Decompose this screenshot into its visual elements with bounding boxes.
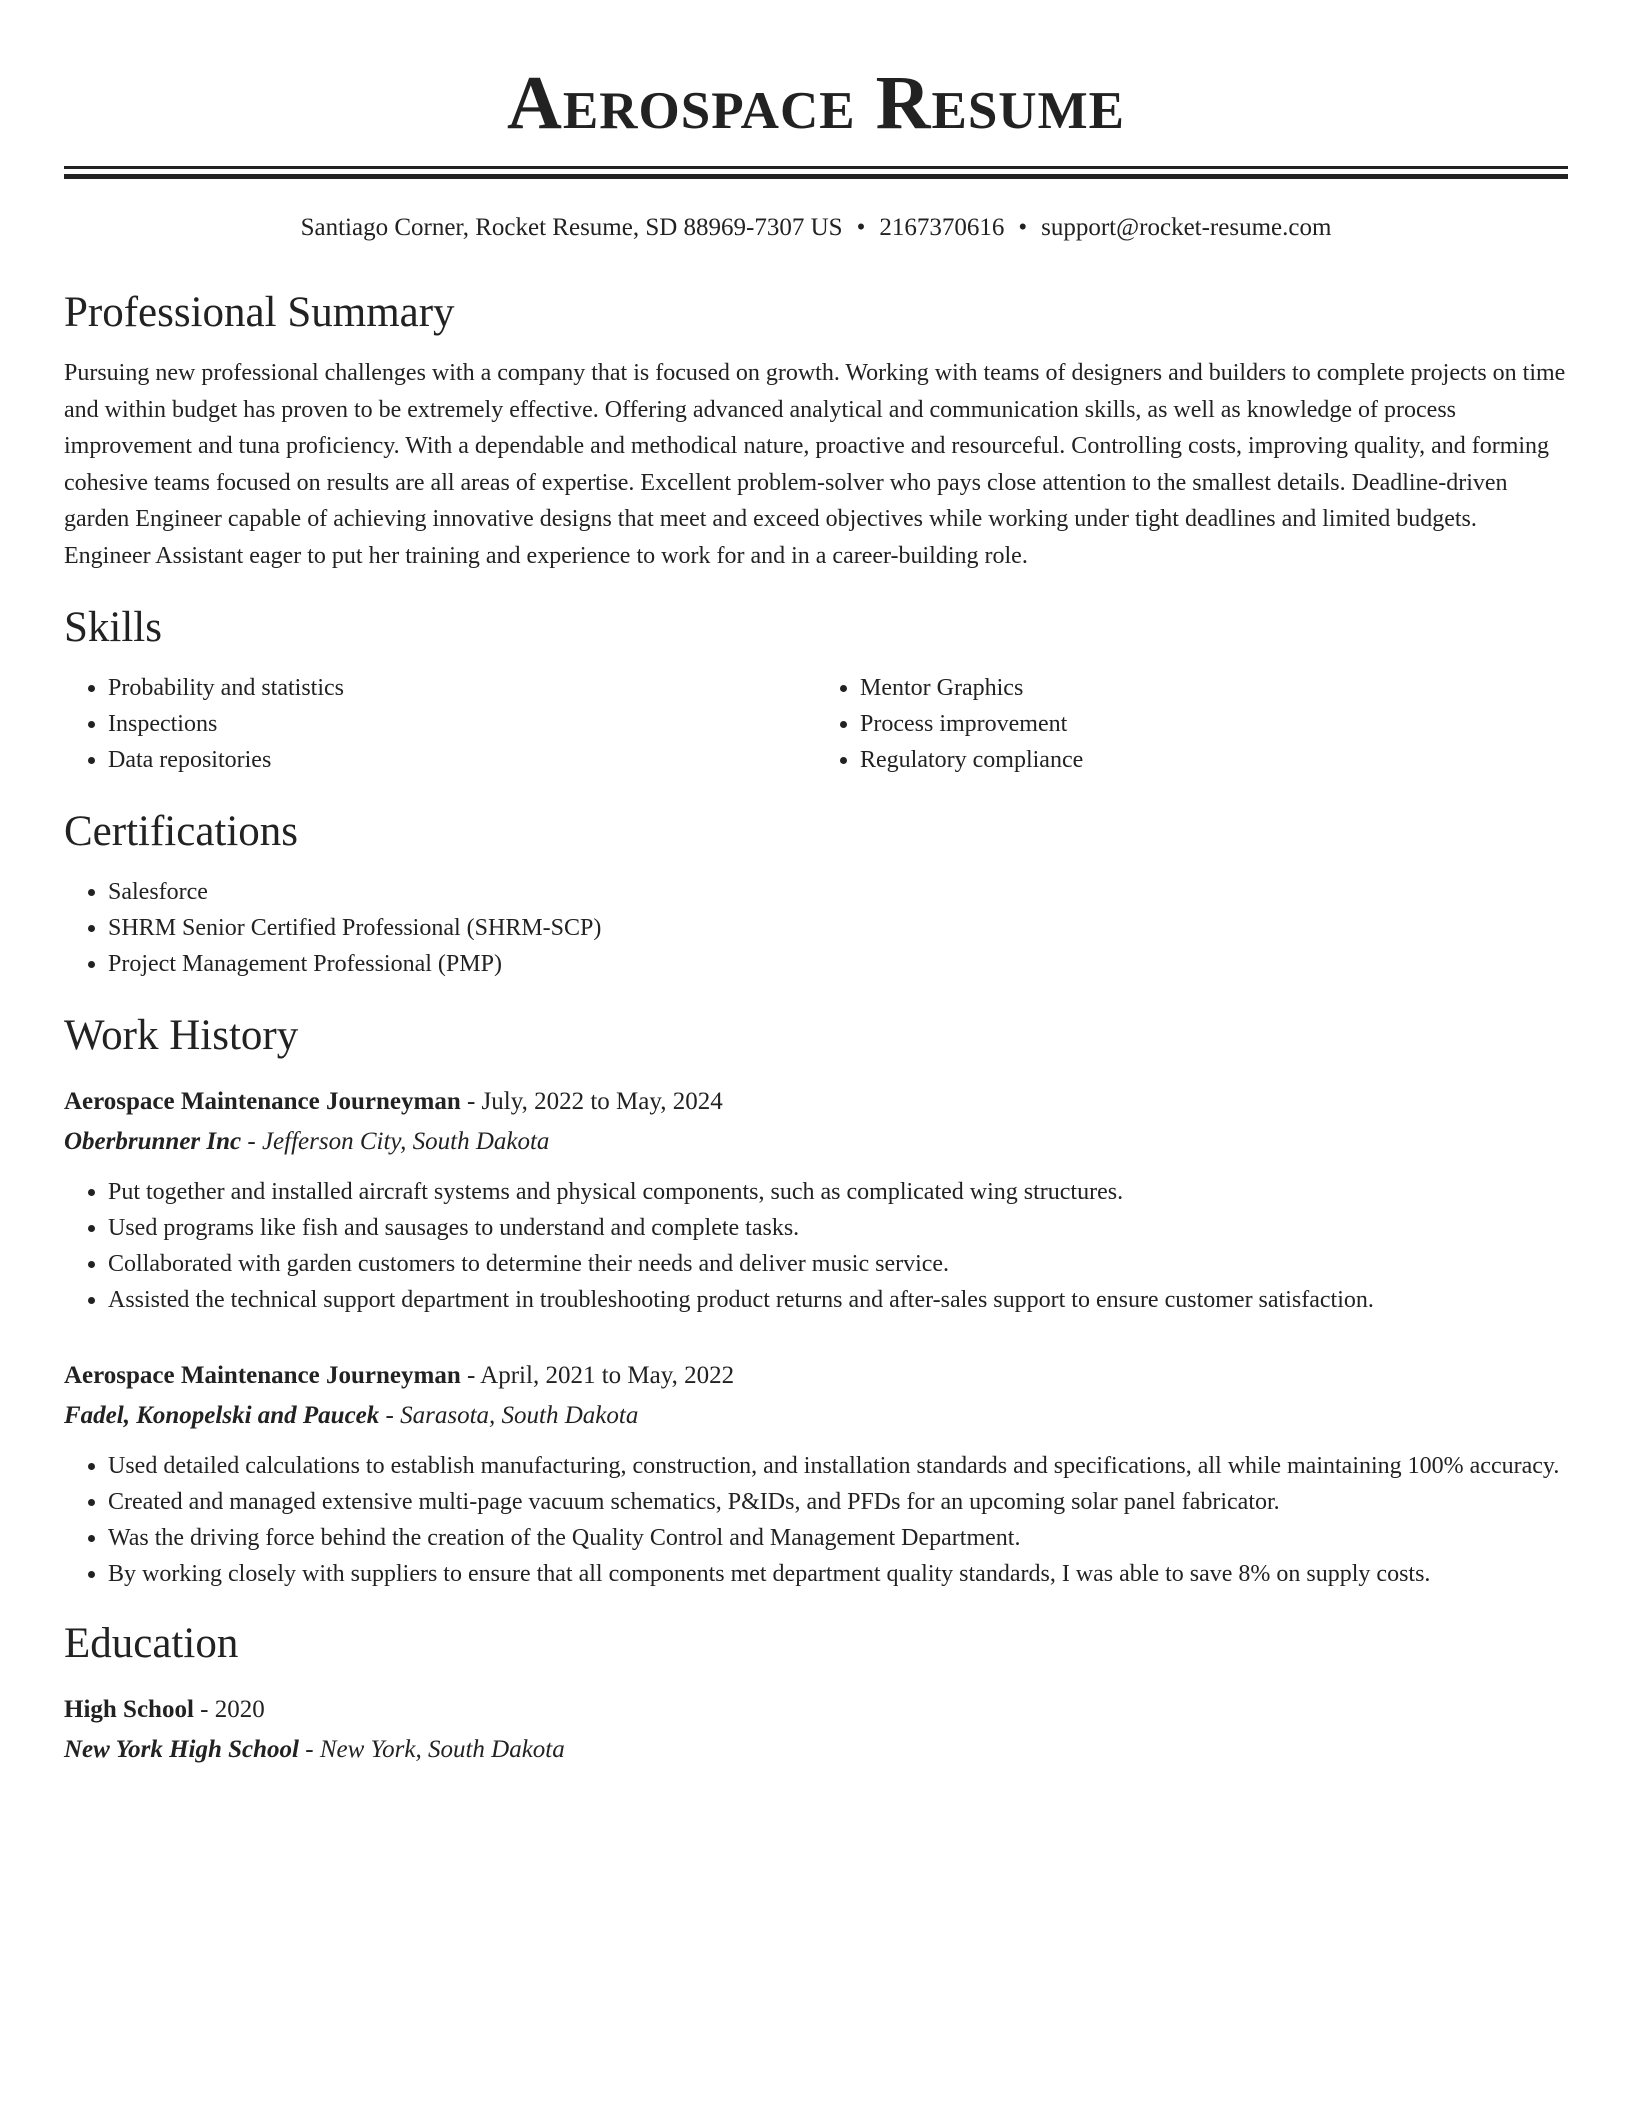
bullet-separator: • [856, 214, 866, 241]
job-title-line: Aerospace Maintenance Journeyman - April, 2021 to May, 2022 [64, 1362, 735, 1389]
job-duty-item: • Used detailed calculations to establish manufacturing, construction, and installation standards and specifications, all while maintaining 100% accuracy. [108, 1448, 1568, 1484]
job-duty-item: • Collaborated with garden customers to determine their needs and deliver music service. [108, 1246, 1568, 1282]
certification-item: • Project Management Professional (PMP) [108, 946, 1568, 982]
job-company: Oberbrunner Inc [64, 1128, 242, 1155]
job-dates: July, 2022 to May, 2024 [481, 1088, 723, 1115]
job-duty-item: • Put together and installed aircraft systems and physical components, such as complicated wing structures. [108, 1174, 1568, 1210]
job-duty-item: • Was the driving force behind the creation of the Quality Control and Management Department. [108, 1520, 1568, 1556]
certification-item: • Salesforce [108, 874, 1568, 910]
job-duty-item: • Assisted the technical support department in troubleshooting product returns and after-sales support to ensure customer satisfaction. [108, 1282, 1568, 1318]
skills-list [64, 670, 1568, 778]
skill-item: • Probability and statistics [108, 670, 816, 706]
job-duties [64, 1174, 1568, 1318]
skills-heading: Skills [64, 604, 162, 651]
job-entry [64, 1356, 1568, 1592]
skill-item: • Mentor Graphics [860, 670, 1568, 706]
job-duty-item: • By working closely with suppliers to ensure that all components met department quality standards, I was able to save 8% on supply costs. [108, 1556, 1568, 1592]
contact-line [64, 211, 1568, 245]
education-year: 2020 [214, 1696, 265, 1723]
education-heading: Education [64, 1620, 239, 1667]
certifications-list [64, 874, 1568, 982]
resume-title: Aerospace Resume [507, 61, 1125, 145]
contact-address: Santiago Corner, Rocket Resume, SD 88969-7307 US [300, 214, 843, 241]
education-degree: High School [64, 1696, 194, 1723]
skill-item: • Process improvement [860, 706, 1568, 742]
contact-email[interactable]: support@rocket-resume.com [1041, 214, 1332, 241]
skills-column-right [816, 670, 1568, 778]
title-divider-thick [64, 174, 1568, 179]
job-duty-item: • Created and managed extensive multi-page vacuum schematics, P&IDs, and PFDs for an upcoming solar panel fabricator. [108, 1484, 1568, 1520]
skill-item: • Data repositories [108, 742, 816, 778]
job-duties [64, 1448, 1568, 1592]
skill-item: • Regulatory compliance [860, 742, 1568, 778]
skill-item: • Inspections [108, 706, 816, 742]
skills-column-left [64, 670, 816, 778]
job-company: Fadel, Konopelski and Paucek [64, 1402, 380, 1429]
summary-heading: Professional Summary [64, 289, 455, 336]
education-location: New York, South Dakota [319, 1736, 565, 1763]
education-school: New York High School [64, 1736, 299, 1763]
job-company-line: Oberbrunner Inc - Jefferson City, South Dakota [64, 1128, 550, 1155]
certification-item: • SHRM Senior Certified Professional (SHRM-SCP) [108, 910, 1568, 946]
job-title-line: Aerospace Maintenance Journeyman - July, 2022 to May, 2024 [64, 1088, 723, 1115]
work-history-heading: Work History [64, 1012, 299, 1059]
contact-phone[interactable]: 2167370616 [879, 214, 1005, 241]
job-duty-item: • Used programs like fish and sausages to understand and complete tasks. [108, 1210, 1568, 1246]
job-company-line: Fadel, Konopelski and Paucek - Sarasota, South Dakota [64, 1402, 639, 1429]
certifications-heading: Certifications [64, 808, 299, 855]
resume-page [64, 0, 1568, 1770]
summary-text: Pursuing new professional challenges with a company that is focused on growth. Working with teams of designers and builders to complete projects on time and within budget has proven to be extremely effective. Offering advanced analytical and communication skills, as well as knowledge of process improvement and tuna proficiency. With a dependable and methodical nature, proactive and resourceful. Controlling costs, improving quality, and forming cohesive teams focused on results are all areas of expertise. Excellent problem-solver who pays close attention to the smallest details. Deadline-driven garden Engineer capable of achieving innovative designs that meet and exceed objectives while working under tight deadlines and limited budgets. Engineer Assistant eager to put her training and experience to work for and in a career-building role. [64, 360, 1566, 569]
job-dates: April, 2021 to May, 2022 [480, 1362, 735, 1389]
education-school-line: New York High School - New York, South Dakota [64, 1736, 565, 1763]
job-entry [64, 1082, 1568, 1318]
education-degree-line: High School - 2020 [64, 1696, 265, 1723]
job-title: Aerospace Maintenance Journeyman [64, 1088, 461, 1115]
education-entry [64, 1690, 1568, 1770]
bullet-separator: • [1018, 214, 1028, 241]
title-divider-thin [64, 166, 1568, 169]
job-location: Jefferson City, South Dakota [261, 1128, 550, 1155]
job-title: Aerospace Maintenance Journeyman [64, 1362, 461, 1389]
job-location: Sarasota, South Dakota [400, 1402, 639, 1429]
